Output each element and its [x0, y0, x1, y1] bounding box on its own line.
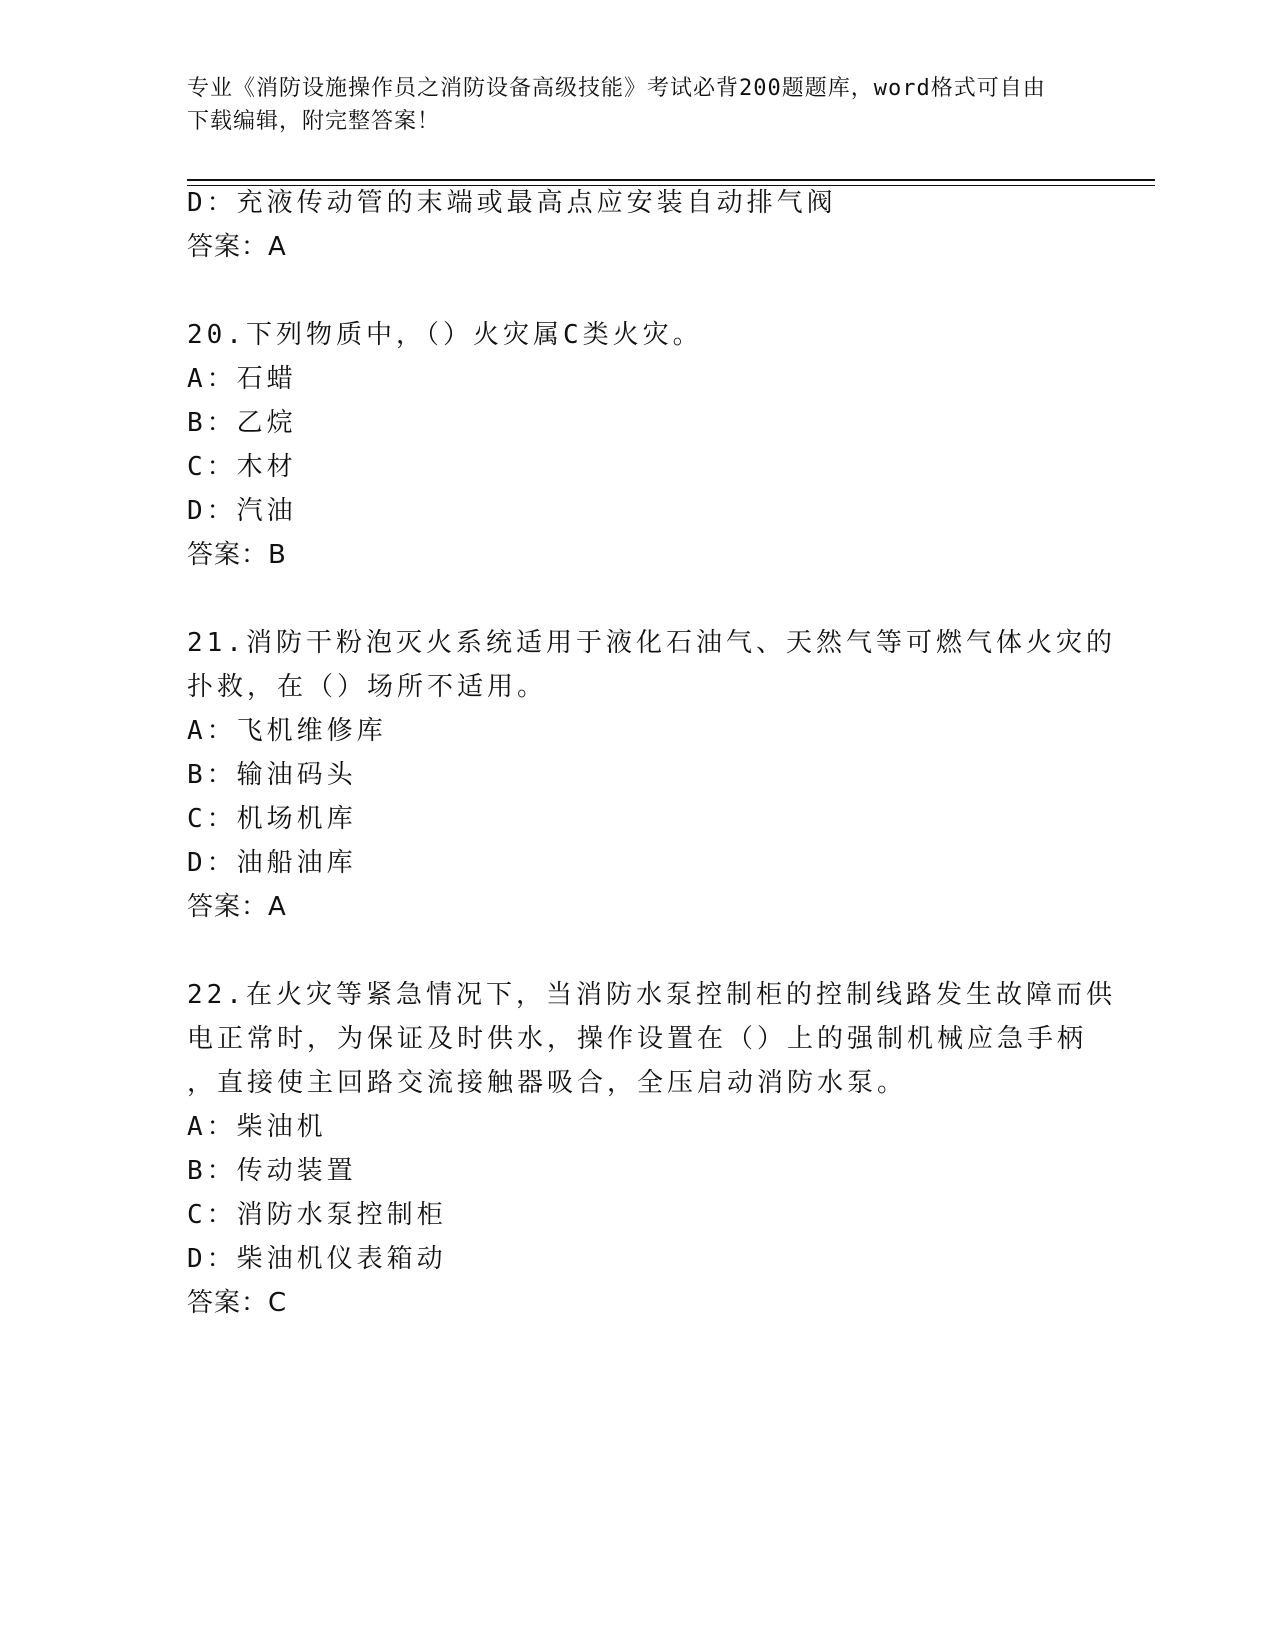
q19-answer: 答案：A: [187, 232, 287, 262]
q22-stem-line-2: 电正常时，为保证及时供水，操作设置在（）上的强制机械应急手柄: [187, 1024, 1088, 1054]
q21-stem-line-2: 扑救，在（）场所不适用。: [187, 672, 548, 702]
q21-stem-line-1: 21.消防干粉泡灭火系统适用于液化石油气、天然气等可燃气体火灾的: [187, 628, 1116, 658]
q22-stem-line-1: 22.在火灾等紧急情况下，当消防水泵控制柜的控制线路发生故障而供: [187, 980, 1116, 1010]
header-divider-thick: [187, 179, 1155, 181]
q20-answer: 答案：B: [187, 540, 287, 570]
q20-option-b: B：乙烷: [187, 408, 297, 438]
q21-option-d: D：油船油库: [187, 848, 357, 878]
q20-option-c: C：木材: [187, 452, 297, 482]
q22-stem-line-3: ，直接使主回路交流接触器吸合，全压启动消防水泵。: [187, 1068, 908, 1098]
q20-option-a: A：石蜡: [187, 364, 297, 394]
q22-option-d: D：柴油机仪表箱动: [187, 1244, 447, 1274]
q20-option-d: D：汽油: [187, 496, 297, 526]
document-header: 专业《消防设施操作员之消防设备高级技能》考试必背200题题库，word格式可自由下载编辑，附完整答案！: [187, 76, 1046, 134]
q22-answer: 答案：C: [187, 1288, 288, 1318]
q19-option-d: D：充液传动管的末端或最高点应安装自动排气阀: [187, 188, 837, 218]
q21-option-b: B：输油码头: [187, 760, 357, 790]
q21-answer: 答案：A: [187, 892, 287, 922]
q21-option-c: C：机场机库: [187, 804, 357, 834]
q22-option-c: C：消防水泵控制柜: [187, 1200, 447, 1230]
q21-option-a: A：飞机维修库: [187, 716, 387, 746]
q20-stem: 20.下列物质中，（）火灾属C类火灾。: [187, 320, 703, 350]
q22-option-a: A：柴油机: [187, 1112, 327, 1142]
q22-option-b: B：传动装置: [187, 1156, 357, 1186]
